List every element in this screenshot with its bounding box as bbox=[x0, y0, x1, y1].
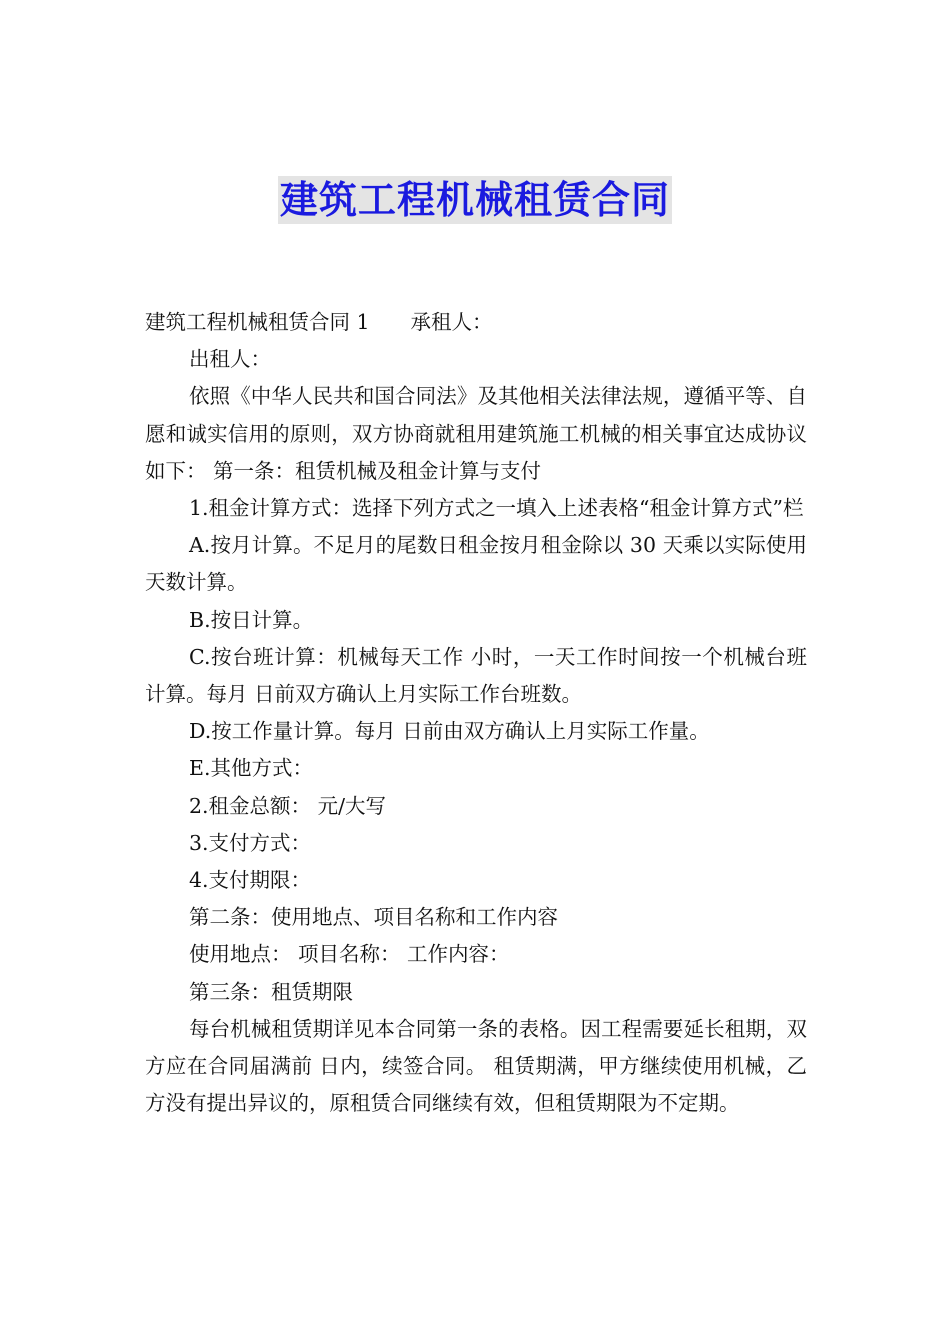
paragraph-header: 建筑工程机械租赁合同 1 承租人： bbox=[145, 310, 493, 334]
paragraph-preamble: 依照《中华人民共和国合同法》及其他相关法律法规，遵循平等、自愿和诚实信用的原则，双方协商就租用建筑施工机械的相关事宜达成协议如下： 第一条：租赁机械及租金计算与支付 bbox=[145, 384, 807, 483]
paragraph-option-c: C.按台班计算：机械每天工作 小时，一天工作时间按一个机械台班计算。每月 日前双方确认上月实际工作台班数。 bbox=[145, 644, 807, 707]
paragraph-rent-total: 2.租金总额： 元/大写 bbox=[189, 793, 386, 818]
paragraph-lessor: 出租人： bbox=[189, 347, 271, 372]
paragraph-lease-term: 每台机械租赁期详见本合同第一条的表格。因工程需要延长租期，双方应在合同届满前 日内，续签合同。 租赁期满，甲方继续使用机械，乙方没有提出异议的，原租赁合同继续有效，但租赁期限为不定期。 bbox=[145, 1016, 807, 1116]
paragraph-location-fields: 使用地点： 项目名称： 工作内容： bbox=[189, 942, 510, 967]
document-body bbox=[145, 304, 807, 1122]
paragraph-article-three: 第三条：租赁期限 bbox=[189, 979, 353, 1004]
paragraph-rent-method: 1.租金计算方式：选择下列方式之一填入上述表格“租金计算方式”栏 bbox=[189, 496, 804, 521]
paragraph-payment-term: 4.支付期限： bbox=[189, 868, 312, 893]
paragraph-option-e: E.其他方式： bbox=[189, 756, 313, 781]
paragraph-article-two: 第二条：使用地点、项目名称和工作内容 bbox=[189, 905, 558, 930]
paragraph-payment-method: 3.支付方式： bbox=[189, 830, 312, 855]
paragraph-option-d: D.按工作量计算。每月 日前由双方确认上月实际工作量。 bbox=[189, 719, 710, 744]
paragraph-option-b: B.按日计算。 bbox=[189, 607, 314, 632]
title-container bbox=[0, 176, 950, 224]
document-title: 建筑工程机械租赁合同 bbox=[279, 178, 670, 222]
paragraph-option-a: A.按月计算。不足月的尾数日租金按月租金除以 30 天乘以实际使用天数计算。 bbox=[145, 533, 807, 595]
